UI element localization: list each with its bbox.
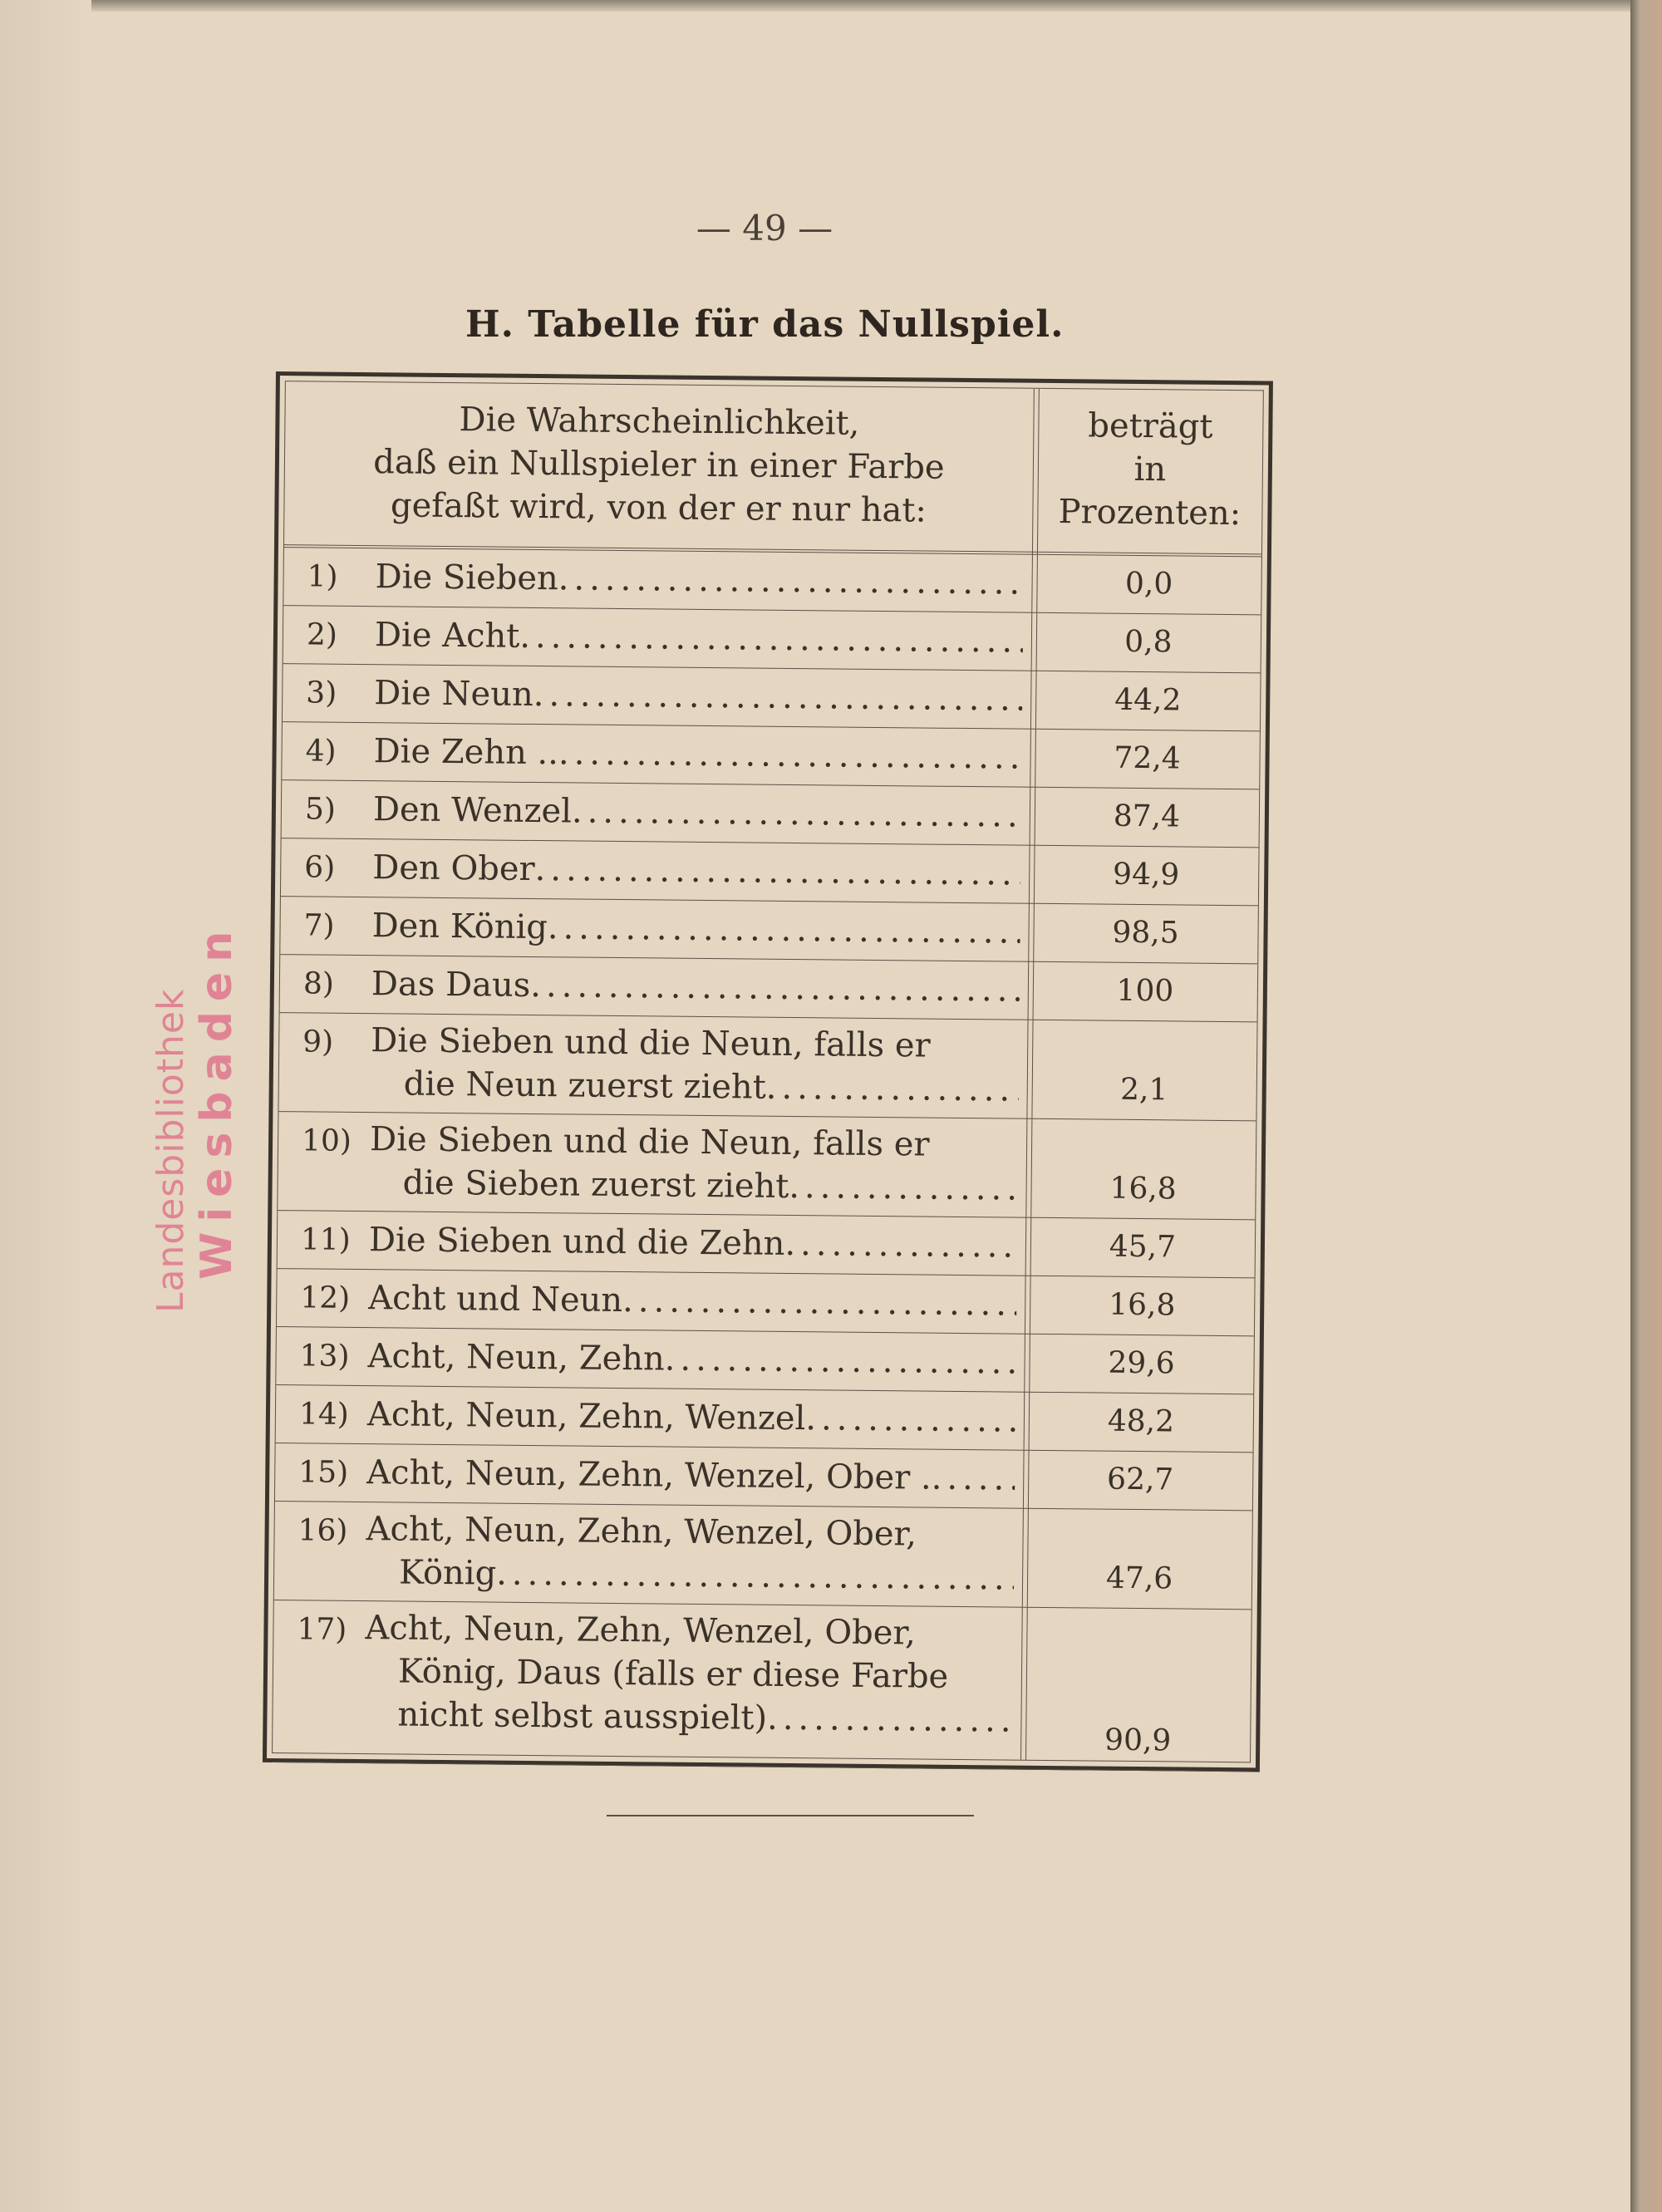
- row-number: 13): [299, 1339, 350, 1374]
- leader-dots: [622, 1279, 1017, 1326]
- leader-dots: [805, 1397, 1015, 1442]
- row-percent-value: 29,6: [1108, 1345, 1175, 1381]
- leader-dots: [665, 1338, 1016, 1384]
- table-row: [276, 1385, 1254, 1453]
- row-label-text: Acht, Neun, Zehn: [367, 1337, 666, 1379]
- header-left-line: daß ein Nullspieler in einer Farbe: [373, 443, 945, 487]
- row-label-text: Die Neun: [374, 674, 534, 714]
- table-body: [273, 548, 1261, 1772]
- row-number: 17): [297, 1612, 347, 1647]
- table-row: [283, 548, 1261, 615]
- row-percent-value: 45,7: [1109, 1229, 1177, 1265]
- row-percent-value: 98,5: [1112, 915, 1179, 951]
- row-label-line: [366, 1551, 1014, 1600]
- table-row: [278, 1013, 1256, 1121]
- row-percent-value: 48,2: [1107, 1403, 1175, 1439]
- row-label-line: [371, 904, 1020, 953]
- row-label-text: Acht, Neun, Zehn, Wenzel, Ober .: [366, 1453, 932, 1497]
- leader-dots: [789, 1165, 1018, 1211]
- leader-dots: [533, 673, 1022, 721]
- row-label-line: [375, 613, 1023, 662]
- leader-dots: [558, 557, 1024, 604]
- row-number: 7): [303, 908, 335, 943]
- leader-dots: [496, 1552, 1014, 1600]
- table-row: [280, 955, 1258, 1022]
- row-label: [367, 1393, 1015, 1442]
- row-label: [371, 962, 1020, 1011]
- row-percent-value: 2,1: [1119, 1072, 1168, 1108]
- row-number: 16): [297, 1513, 348, 1548]
- table-row: [274, 1502, 1252, 1610]
- row-label-line: [373, 788, 1021, 837]
- row-number: 10): [301, 1123, 352, 1158]
- leader-dots: [530, 964, 1020, 1012]
- table-row: [281, 838, 1259, 906]
- row-label-line: [369, 1218, 1017, 1267]
- leader-dots: [519, 615, 1023, 663]
- table-row: [276, 1327, 1254, 1394]
- leader-dots: [558, 731, 1022, 779]
- row-label-text: Die Sieben und die Neun, falls er: [371, 1021, 931, 1065]
- page-top-edge: [0, 0, 1662, 12]
- row-number: 6): [304, 850, 336, 885]
- row-label: [367, 1335, 1015, 1384]
- table-row: [283, 664, 1261, 731]
- book-cover-edge: [1630, 0, 1662, 2212]
- row-number: 11): [300, 1222, 352, 1257]
- row-label-line: [365, 1649, 1013, 1698]
- row-number: 4): [305, 734, 337, 769]
- stamp-line-1: Landesbibliothek: [150, 988, 192, 1313]
- row-label-text: Acht, Neun, Zehn, Wenzel, Ober,: [365, 1609, 917, 1653]
- row-label-line: [372, 846, 1020, 895]
- row-label-text: Den König: [371, 907, 548, 947]
- row-label-line: [365, 1606, 1013, 1655]
- table-row: [278, 1112, 1256, 1220]
- row-label: [371, 1019, 1020, 1111]
- row-label-line: [369, 1161, 1017, 1210]
- row-label-line: [366, 1451, 1015, 1500]
- row-label: [372, 846, 1020, 895]
- row-percent-value: 100: [1116, 973, 1174, 1009]
- row-label-line: [367, 1393, 1015, 1442]
- page-number: — 49 —: [696, 208, 833, 248]
- row-label-line: [375, 555, 1023, 604]
- row-label-text: Acht, Neun, Zehn, Wenzel, Ober,: [366, 1510, 917, 1554]
- table-title: H. Tabelle für das Nullspiel.: [465, 303, 1065, 346]
- row-number: 3): [306, 676, 337, 710]
- row-number: 1): [307, 559, 338, 594]
- leader-dots: [766, 1066, 1019, 1112]
- header-right-line: Prozenten:: [1058, 493, 1242, 533]
- row-percent-value: 62,7: [1106, 1462, 1174, 1497]
- row-label-line: [371, 1062, 1019, 1111]
- leader-dots: [931, 1457, 1015, 1501]
- table-row: [273, 1600, 1251, 1772]
- row-number: 5): [304, 792, 337, 827]
- row-label-line: [368, 1276, 1016, 1325]
- row-label-text: Acht, Neun, Zehn, Wenzel: [366, 1395, 806, 1438]
- row-label-line: [371, 962, 1020, 1011]
- row-label: [369, 1218, 1017, 1267]
- stamp-line-2: Wiesbaden: [192, 921, 242, 1280]
- table-row: [282, 722, 1260, 789]
- header-description: [284, 396, 1033, 533]
- row-label-text: die Sieben zuerst zieht: [402, 1163, 789, 1206]
- header-left-line: Die Wahrscheinlichkeit,: [459, 401, 860, 443]
- row-label: [368, 1276, 1016, 1325]
- row-number: 14): [298, 1397, 350, 1432]
- row-label-text: Die Sieben: [375, 558, 558, 598]
- row-label-line: [374, 671, 1022, 720]
- row-label-line: [370, 1118, 1018, 1167]
- row-label: [366, 1507, 1015, 1600]
- table-row: [278, 1211, 1256, 1278]
- row-label: [373, 788, 1021, 837]
- row-label: [371, 904, 1020, 953]
- row-label-text: die Neun zuerst zieht: [403, 1064, 766, 1107]
- table-row: [275, 1443, 1253, 1511]
- page-gutter-shade: [0, 0, 91, 2212]
- row-label-line: [366, 1507, 1014, 1556]
- row-percent-value: 94,9: [1112, 857, 1180, 892]
- row-label-text: Die Sieben und die Neun, falls er: [369, 1120, 930, 1164]
- table-row: [283, 606, 1261, 673]
- leader-dots: [534, 848, 1020, 896]
- row-label-text: Acht und Neun: [368, 1279, 623, 1320]
- row-label-text: nicht selbst ausspielt): [397, 1695, 768, 1738]
- row-percent-value: 16,8: [1109, 1171, 1177, 1207]
- row-label-text: Die Sieben und die Zehn: [368, 1221, 785, 1263]
- row-label-text: Die Zehn ..: [373, 732, 559, 773]
- row-label: [366, 1451, 1015, 1500]
- row-label-text: König: [398, 1553, 497, 1593]
- row-label-line: [371, 1019, 1019, 1068]
- row-label-text: Das Daus: [371, 965, 531, 1005]
- row-label: [364, 1606, 1013, 1742]
- row-label-text: Den Wenzel: [372, 790, 573, 831]
- library-stamp: [150, 921, 242, 1313]
- row-percent-value: 0,8: [1124, 624, 1173, 660]
- row-number: 15): [298, 1455, 349, 1490]
- row-number: 8): [302, 966, 335, 1001]
- row-label: [375, 613, 1023, 662]
- header-right-line: in: [1133, 450, 1167, 489]
- leader-dots: [548, 906, 1020, 953]
- row-label: [369, 1118, 1018, 1210]
- header-right-line: beträgt: [1088, 406, 1213, 446]
- row-percent-value: 0,0: [1124, 566, 1173, 602]
- table-row: [277, 1269, 1255, 1336]
- row-percent-value: 90,9: [1104, 1723, 1172, 1758]
- leader-dots: [784, 1222, 1017, 1268]
- row-number: 12): [300, 1281, 351, 1315]
- probability-table: [263, 371, 1273, 1772]
- row-label: [373, 730, 1021, 779]
- row-label-line: [367, 1335, 1015, 1384]
- row-label-text: Den Ober: [372, 848, 535, 889]
- row-percent-value: 87,4: [1113, 799, 1181, 834]
- row-label-line: [364, 1693, 1012, 1742]
- table-row: [280, 897, 1258, 964]
- row-percent-value: 44,2: [1114, 682, 1182, 718]
- table-row: [282, 780, 1260, 848]
- row-label-text: König, Daus (falls er diese Farbe: [397, 1652, 949, 1696]
- header-left-line: gefaßt wird, von der er nur hat:: [390, 486, 927, 530]
- leader-dots: [572, 789, 1021, 837]
- row-number: 2): [306, 617, 338, 652]
- row-percent-value: 72,4: [1114, 740, 1181, 776]
- row-percent-value: 47,6: [1105, 1561, 1173, 1596]
- row-label-line: [373, 730, 1021, 779]
- table-header: [284, 381, 1263, 557]
- leader-dots: [767, 1697, 1013, 1743]
- row-label-text: Die Acht: [374, 616, 520, 656]
- header-percent: [1037, 404, 1262, 536]
- closing-rule: [607, 1815, 974, 1816]
- row-percent-value: 16,8: [1108, 1287, 1176, 1323]
- row-label: [375, 555, 1023, 604]
- row-label: [374, 671, 1022, 720]
- row-number: 9): [302, 1025, 334, 1059]
